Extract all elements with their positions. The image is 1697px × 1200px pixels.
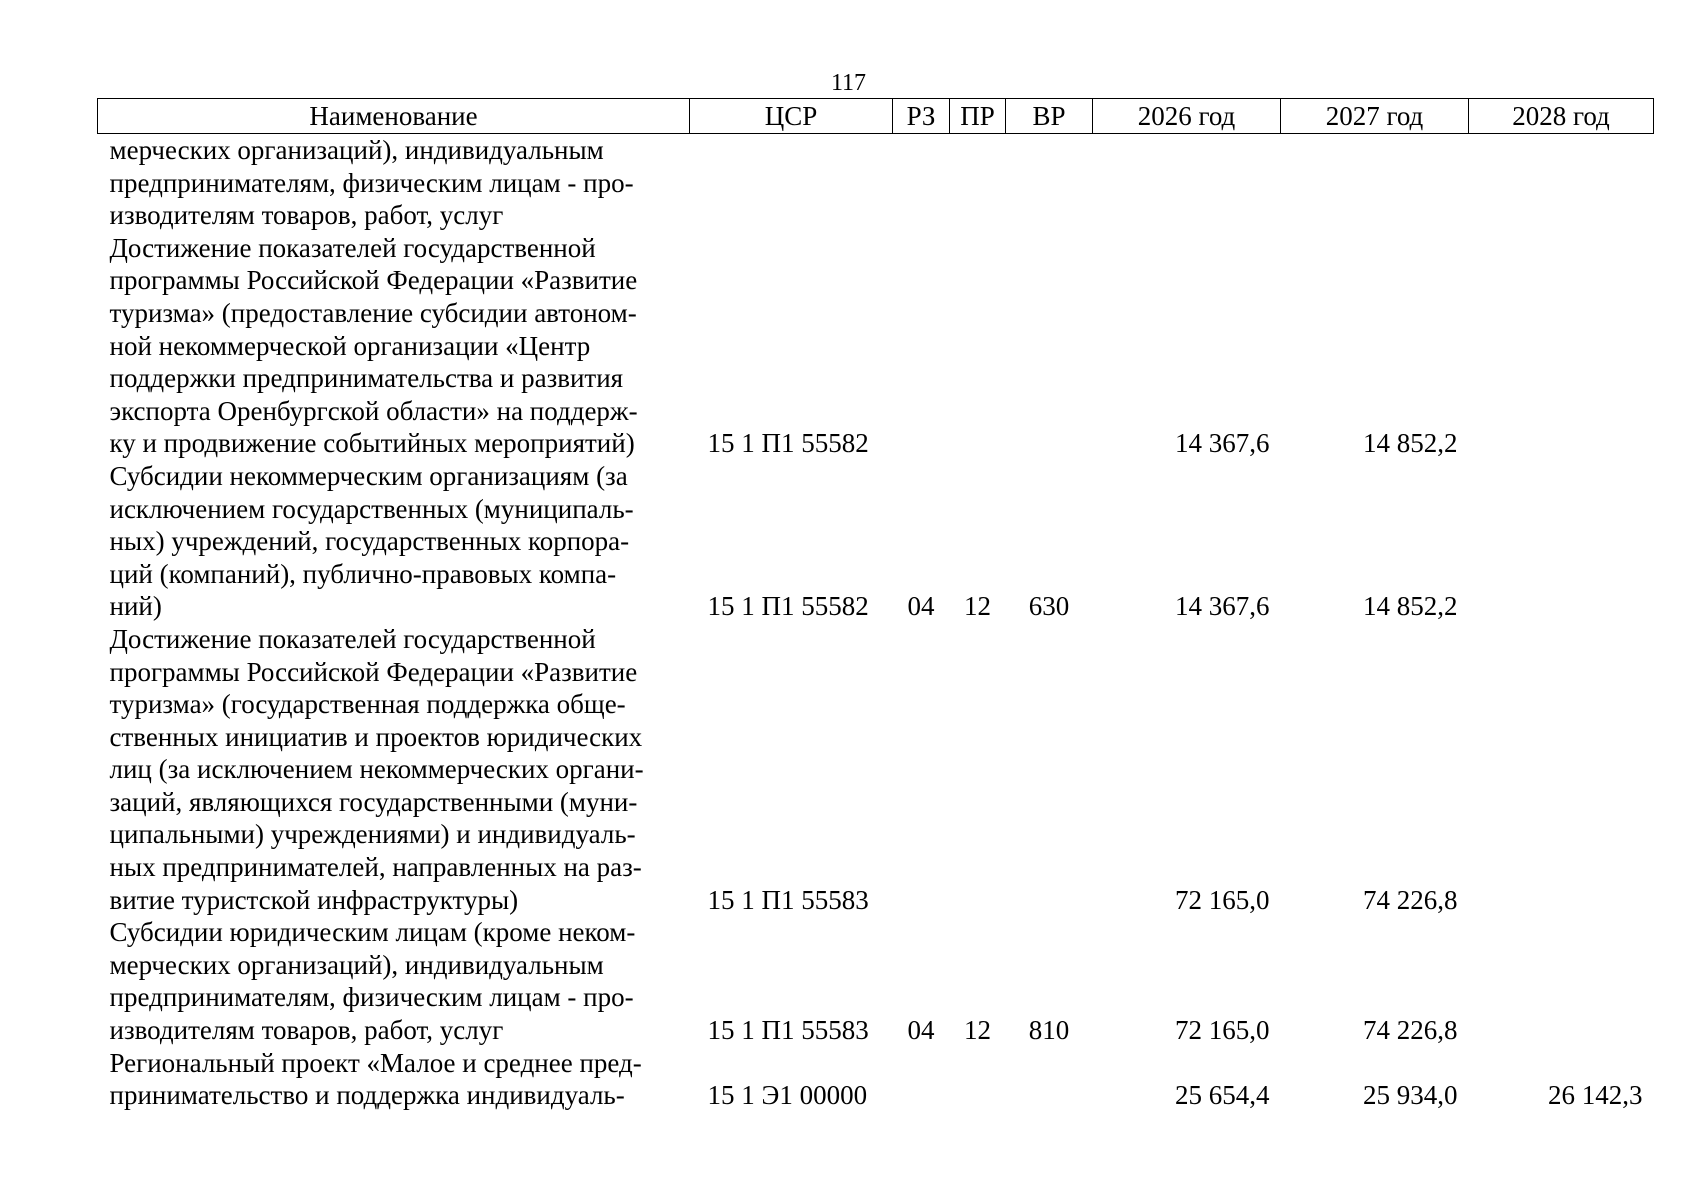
header-rz: РЗ bbox=[893, 99, 950, 134]
name-line: Достижение показателей государственной bbox=[109, 232, 596, 263]
pr-cell: 12 bbox=[964, 591, 991, 622]
pr-cell: 12 bbox=[964, 1015, 991, 1046]
name-line: программы Российской Федерации «Развитие bbox=[109, 656, 638, 687]
csr-cell: 15 1 П1 55582 bbox=[707, 428, 869, 459]
pr-cell bbox=[950, 1047, 1006, 1112]
pr-cell bbox=[950, 134, 1006, 232]
value-2028-cell bbox=[1469, 232, 1654, 460]
budget-table bbox=[97, 98, 1654, 1112]
rz-cell bbox=[893, 623, 950, 916]
vr-cell bbox=[1006, 623, 1093, 916]
header-2027: 2027 год bbox=[1281, 99, 1469, 134]
name-line: заций, являющихся государственными (муни- bbox=[109, 786, 638, 817]
name-line: витие туристской инфраструктуры) bbox=[109, 884, 519, 915]
value-2028-cell bbox=[1469, 916, 1654, 1046]
csr-cell: 15 1 П1 55583 bbox=[707, 1015, 869, 1046]
name-line: туризма» (предоставление субсидии автоном- bbox=[109, 297, 637, 328]
name-line: Субсидии некоммерческим организациям (за bbox=[109, 460, 628, 491]
table-row bbox=[98, 134, 1654, 232]
csr-cell: 15 1 П1 55583 bbox=[707, 884, 869, 915]
table-row bbox=[98, 916, 1654, 1046]
table-row bbox=[98, 623, 1654, 916]
rz-cell: 04 bbox=[907, 591, 935, 622]
name-line: предпринимателям, физическим лицам - про- bbox=[109, 982, 634, 1013]
name-line: мерческих организаций), индивидуальным bbox=[109, 949, 604, 980]
rz-cell: 04 bbox=[907, 1015, 935, 1046]
value-2027-cell: 25 934,0 bbox=[1363, 1080, 1458, 1111]
name-line: изводителям товаров, работ, услуг bbox=[109, 1015, 504, 1046]
table-header bbox=[98, 99, 1654, 134]
name-line: ственных инициатив и проектов юридических bbox=[109, 721, 643, 752]
name-line: ципальными) учреждениями) и индивидуаль- bbox=[109, 819, 636, 850]
table-row bbox=[98, 232, 1654, 460]
name-line: ку и продвижение событийных мероприятий) bbox=[109, 428, 635, 459]
value-2028-cell bbox=[1469, 623, 1654, 916]
name-line: экспорта Оренбургской области» на поддерж- bbox=[109, 395, 638, 426]
name-line: Достижение показателей государственной bbox=[109, 623, 596, 654]
vr-cell: 810 bbox=[1028, 1015, 1070, 1046]
name-line: предпринимателям, физическим лицам - про- bbox=[109, 167, 634, 198]
page-number: 117 bbox=[830, 70, 867, 96]
name-cell bbox=[98, 232, 690, 460]
header-vr: ВР bbox=[1006, 99, 1093, 134]
pr-cell bbox=[950, 623, 1006, 916]
vr-cell bbox=[1006, 1047, 1093, 1112]
value-2026-cell: 72 165,0 bbox=[1175, 884, 1270, 915]
table-row bbox=[98, 460, 1654, 623]
value-2028-cell: 26 142,3 bbox=[1548, 1080, 1643, 1111]
name-line: ний) bbox=[109, 591, 162, 622]
header-2028: 2028 год bbox=[1469, 99, 1654, 134]
header-row bbox=[98, 99, 1654, 134]
name-line: ций (компаний), публично-правовых компа- bbox=[109, 558, 617, 589]
value-2026-cell bbox=[1093, 134, 1281, 232]
csr-cell bbox=[690, 134, 893, 232]
name-line: программы Российской Федерации «Развитие bbox=[109, 265, 638, 296]
value-2027-cell: 14 852,2 bbox=[1363, 428, 1458, 459]
name-cell bbox=[98, 916, 690, 1046]
name-line: Региональный проект «Малое и среднее пред- bbox=[109, 1047, 642, 1078]
name-line: поддержки предпринимательства и развития bbox=[109, 363, 624, 394]
table-row bbox=[98, 1047, 1654, 1112]
vr-cell bbox=[1006, 134, 1093, 232]
value-2027-cell bbox=[1281, 134, 1469, 232]
value-2028-cell bbox=[1469, 134, 1654, 232]
csr-cell: 15 1 Э1 00000 bbox=[707, 1080, 868, 1111]
header-csr: ЦСР bbox=[690, 99, 893, 134]
name-line: принимательство и поддержка индивидуаль- bbox=[109, 1080, 625, 1111]
name-cell bbox=[98, 134, 690, 232]
table-body bbox=[98, 134, 1654, 1112]
rz-cell bbox=[893, 1047, 950, 1112]
header-2026: 2026 год bbox=[1093, 99, 1281, 134]
value-2028-cell bbox=[1469, 460, 1654, 623]
name-line: ных) учреждений, государственных корпора- bbox=[109, 526, 630, 557]
value-2027-cell: 74 226,8 bbox=[1363, 884, 1458, 915]
name-line: лиц (за исключением некоммерческих органи- bbox=[109, 754, 644, 785]
rz-cell bbox=[893, 134, 950, 232]
name-cell bbox=[98, 623, 690, 916]
value-2027-cell: 74 226,8 bbox=[1363, 1015, 1458, 1046]
name-line: изводителям товаров, работ, услуг bbox=[109, 200, 504, 231]
value-2027-cell: 14 852,2 bbox=[1363, 591, 1458, 622]
value-2026-cell: 14 367,6 bbox=[1175, 591, 1270, 622]
pr-cell bbox=[950, 232, 1006, 460]
header-pr: ПР bbox=[950, 99, 1006, 134]
name-line: ных предпринимателей, направленных на раз- bbox=[109, 852, 642, 883]
value-2026-cell: 25 654,4 bbox=[1175, 1080, 1270, 1111]
vr-cell bbox=[1006, 232, 1093, 460]
name-line: туризма» (государственная поддержка обще- bbox=[109, 689, 626, 720]
name-cell bbox=[98, 1047, 690, 1112]
name-line: мерческих организаций), индивидуальным bbox=[109, 135, 604, 165]
value-2026-cell: 72 165,0 bbox=[1175, 1015, 1270, 1046]
value-2026-cell: 14 367,6 bbox=[1175, 428, 1270, 459]
name-cell bbox=[98, 460, 690, 623]
name-line: Субсидии юридическим лицам (кроме неком- bbox=[109, 917, 636, 948]
name-line: ной некоммерческой организации «Центр bbox=[109, 330, 591, 361]
csr-cell: 15 1 П1 55582 bbox=[707, 591, 869, 622]
name-line: исключением государственных (муниципаль- bbox=[109, 493, 634, 524]
vr-cell: 630 bbox=[1028, 591, 1070, 622]
rz-cell bbox=[893, 232, 950, 460]
header-name: Наименование bbox=[98, 99, 690, 134]
